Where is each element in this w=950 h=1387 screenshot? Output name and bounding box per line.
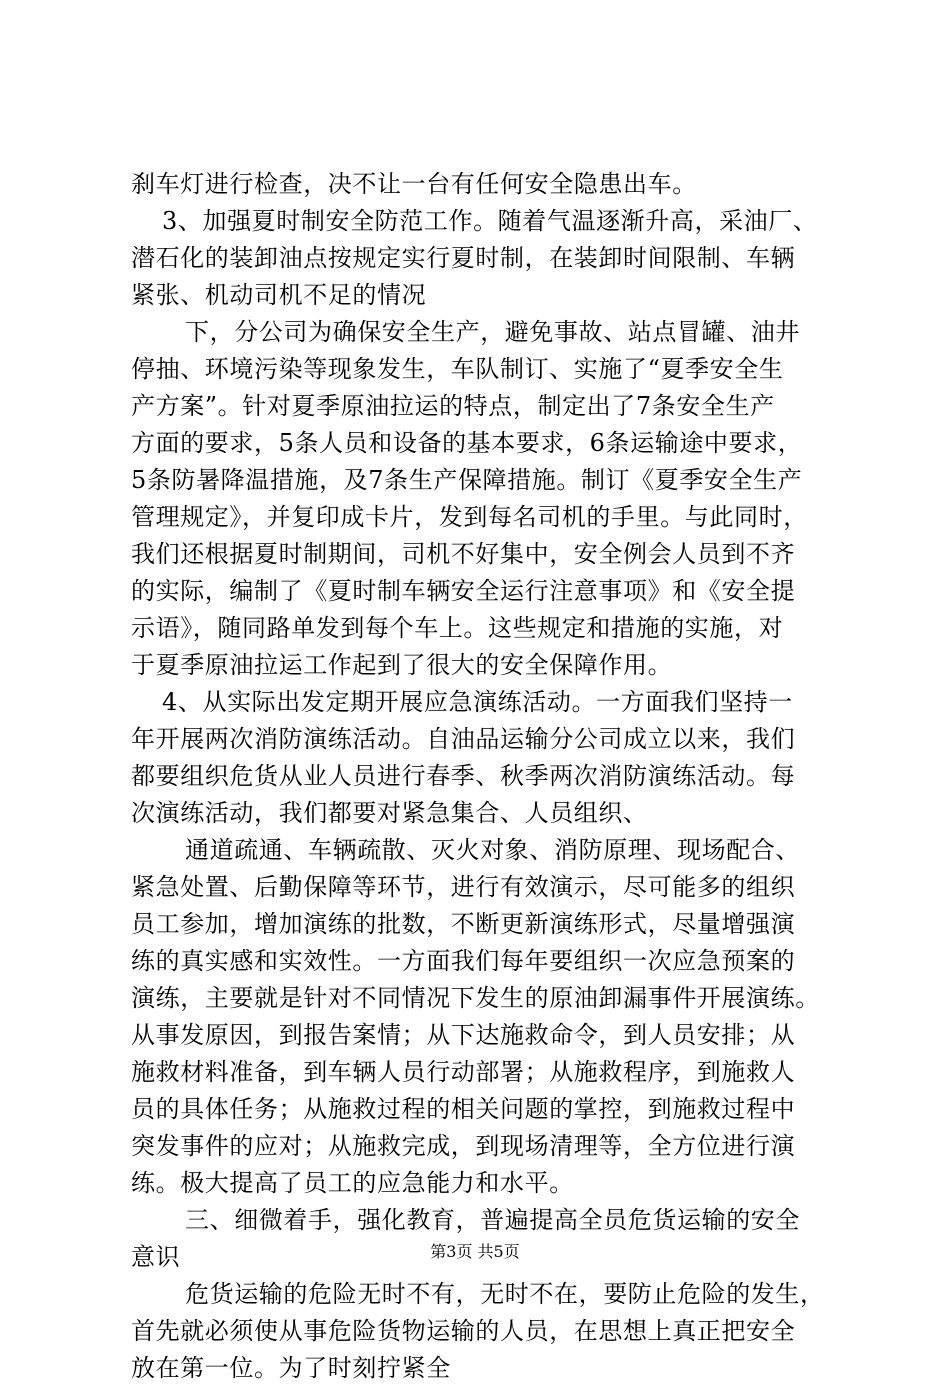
- text-line: 刹车灯进行检查，决不让一台有任何安全隐患出车。: [131, 170, 697, 198]
- text-line: 我们还根据夏时制期间，司机不好集中，安全例会人员到不齐: [131, 540, 796, 568]
- text-line: 管理规定》，并复印成卡片，发到每名司机的手里。与此同时，: [131, 503, 808, 531]
- text-line: 通道疏通、车辆疏散、灭火对象、消防原理、现场配合、: [185, 836, 800, 864]
- text-line: 产方案”。针对夏季原油拉运的特点，制定出了7条安全生产: [131, 392, 775, 420]
- page-number-footer: 第3页 共5页: [430, 1242, 520, 1261]
- text-line: 练。极大提高了员工的应急能力和水平。: [131, 1169, 574, 1197]
- text-line: 次演练活动，我们都要对紧急集合、人员组织、: [131, 799, 648, 827]
- text-line: 3、加强夏时制安全防范工作。随着气温逐渐升高，采油厂、: [162, 207, 818, 235]
- text-line: 方面的要求，5条人员和设备的基本要求，6条运输途中要求，: [131, 429, 803, 457]
- text-line: 突发事件的应对；从施救完成，到现场清理等，全方位进行演: [131, 1132, 796, 1160]
- text-line: 演练，主要就是针对不同情况下发生的原油卸漏事件开展演练。: [131, 984, 820, 1012]
- text-line: 紧急处置、后勤保障等环节，进行有效演示，尽可能多的组织: [131, 873, 796, 901]
- text-line: 施救材料准备，到车辆人员行动部署；从施救程序，到施救人: [131, 1058, 796, 1086]
- text-line: 紧张、机动司机不足的情况: [131, 281, 427, 309]
- text-line: 潜石化的装卸油点按规定实行夏时制，在装卸时间限制、车辆: [131, 244, 796, 272]
- text-line: 停抽、环境污染等现象发生，车队制订、实施了“夏季安全生: [131, 355, 784, 383]
- section-heading: 意识: [131, 1243, 181, 1271]
- text-line: 都要组织危货从业人员进行春季、秋季两次消防演练活动。每: [131, 762, 796, 790]
- text-line: 示语》，随同路单发到每个车上。这些规定和措施的实施，对: [131, 614, 784, 642]
- text-line: 员的具体任务；从施救过程的相关问题的掌控，到施救过程中: [131, 1095, 796, 1123]
- text-line: 下，分公司为确保安全生产，避免事故、站点冒罐、油井: [185, 318, 800, 346]
- text-line: 5条防暑降温措施，及7条生产保障措施。制订《夏季安全生产: [131, 466, 803, 494]
- document-body: [131, 166, 831, 1387]
- section-heading: 三、细微着手，强化教育，普遍提高全员危货运输的安全: [185, 1206, 800, 1234]
- text-line: 从事发原因，到报告案情；从下达施救命令，到人员安排；从: [131, 1021, 796, 1049]
- text-line: 练的真实感和实效性。一方面我们每年要组织一次应急预案的: [131, 947, 796, 975]
- text-line: 首先就必须使从事危险货物运输的人员，在思想上真正把安全: [131, 1317, 796, 1345]
- text-line: 的实际，编制了《夏时制车辆安全运行注意事项》和《安全提: [131, 577, 796, 605]
- text-line: 危货运输的危险无时不有，无时不在，要防止危险的发生，: [185, 1280, 825, 1308]
- text-line: 员工参加，增加演练的批数，不断更新演练形式，尽量增强演: [131, 910, 796, 938]
- text-line: 4、从实际出发定期开展应急演练活动。一方面我们坚持一: [162, 688, 793, 716]
- text-line: 于夏季原油拉运工作起到了很大的安全保障作用。: [131, 651, 673, 679]
- text-line: 年开展两次消防演练活动。自油品运输分公司成立以来，我们: [131, 725, 796, 753]
- text-line: 放在第一位。为了时刻拧紧全: [131, 1354, 451, 1382]
